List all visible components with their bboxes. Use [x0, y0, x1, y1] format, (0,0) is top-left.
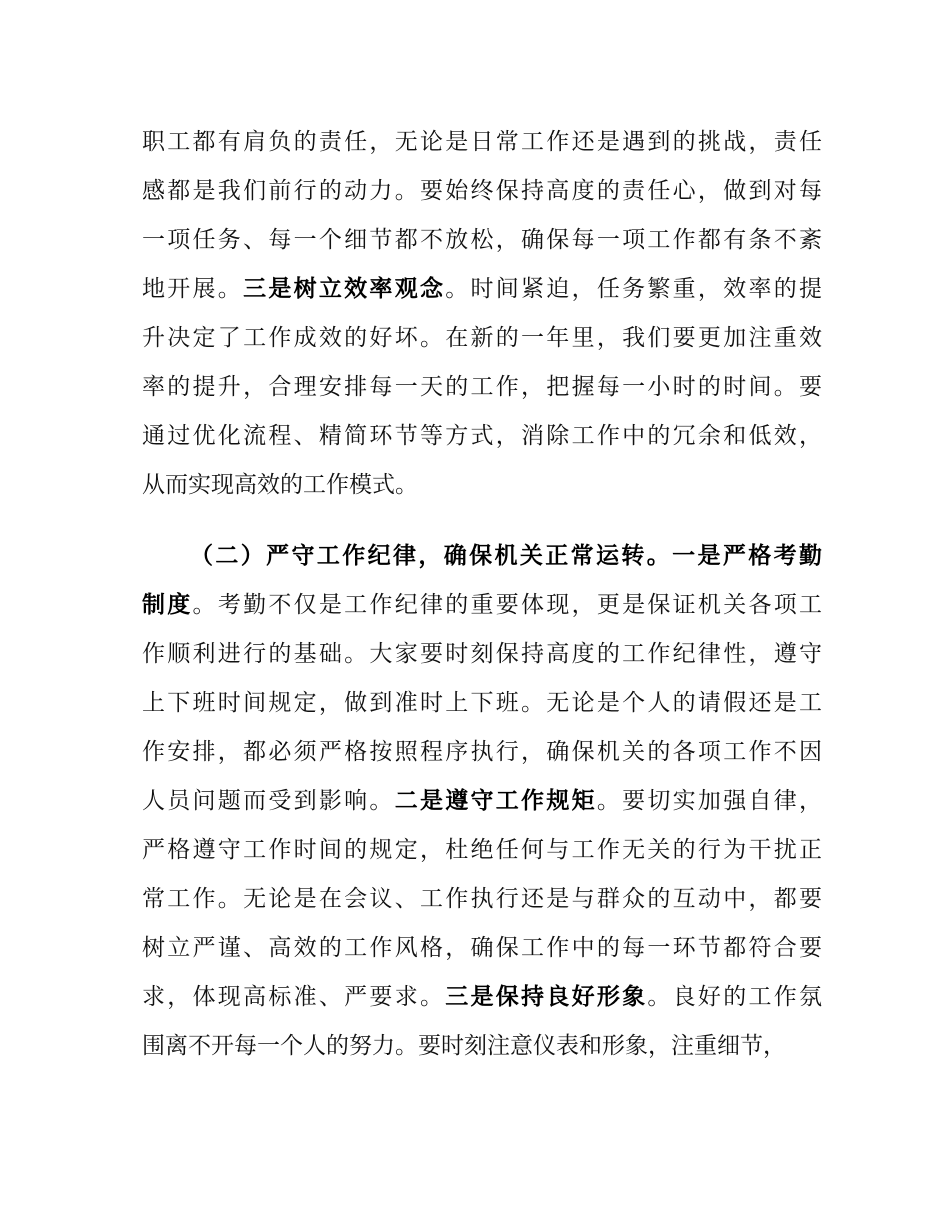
text-span: 通过优化流程、精简环节等方式，消除工作中的冗余和低效， — [142, 423, 822, 449]
text-span: 作顺利进行的基础。大家要时刻保持高度的工作纪律性，遵守 — [142, 641, 822, 667]
text-line — [142, 830, 822, 870]
section-heading: （二）严守工作纪律，确保机关正常运转。一是严格考勤 — [190, 543, 822, 569]
text-line — [142, 634, 822, 674]
text-span: 常工作。无论是在会议、工作执行还是与群众的互动中，都要 — [142, 886, 822, 912]
text-span: 人员问题而受到影响。 — [142, 788, 395, 814]
bold-heading-span: 制度 — [142, 592, 193, 618]
text-span: 。考勤不仅是工作纪律的重要体现，更是保证机关各项工 — [192, 592, 823, 618]
text-line — [142, 465, 822, 505]
text-span: 。良好的工作氛 — [647, 984, 823, 1010]
text-line — [142, 1026, 822, 1066]
text-line — [142, 269, 822, 309]
text-line — [142, 781, 822, 821]
section-heading-line — [190, 536, 822, 576]
text-span: 。要切实加强自律， — [596, 788, 823, 814]
text-line — [142, 367, 822, 407]
bold-heading-span: 三是树立效率观念 — [243, 276, 446, 302]
text-span: 树立严谨、高效的工作风格，确保工作中的每一环节都符合要 — [142, 935, 822, 961]
text-span: 地开展。 — [142, 276, 244, 302]
text-line — [142, 928, 822, 968]
text-span: 作安排，都必须严格按照程序执行，确保机关的各项工作不因 — [142, 739, 822, 765]
text-span: 严格遵守工作时间的规定，杜绝任何与工作无关的行为干扰正 — [142, 837, 822, 863]
text-span: 从而实现高效的工作模式。 — [142, 472, 418, 498]
text-line — [142, 318, 822, 358]
text-span: 。时间紧迫，任务繁重，效率的提 — [445, 276, 823, 302]
text-line — [142, 732, 822, 772]
text-span: 求，体现高标准、严要求。 — [142, 984, 446, 1010]
text-span: 一项任务、每一个细节都不放松，确保每一项工作都有条不紊 — [142, 227, 822, 253]
text-span: 感都是我们前行的动力。要始终保持高度的责任心，做到对每 — [142, 178, 822, 204]
text-line — [142, 171, 822, 211]
text-span: 率的提升，合理安排每一天的工作，把握每一小时的时间。要 — [142, 374, 822, 400]
text-line — [142, 879, 822, 919]
bold-heading-span: 三是保持良好形象 — [445, 984, 648, 1010]
text-span: 围离不开每一个人的努力。要时刻注意仪表和形象，注重细节， — [142, 1033, 786, 1059]
text-line — [142, 122, 822, 162]
text-line — [142, 977, 822, 1017]
text-span: 上下班时间规定，做到准时上下班。无论是个人的请假还是工 — [142, 690, 822, 716]
text-line — [142, 416, 822, 456]
text-line — [142, 585, 822, 625]
text-line — [142, 683, 822, 723]
text-line — [142, 220, 822, 260]
text-span: 升决定了工作成效的好坏。在新的一年里，我们要更加注重效 — [142, 325, 822, 351]
text-span: 职工都有肩负的责任，无论是日常工作还是遇到的挑战，责任 — [142, 129, 822, 155]
bold-heading-span: 二是遵守工作规矩 — [394, 788, 597, 814]
